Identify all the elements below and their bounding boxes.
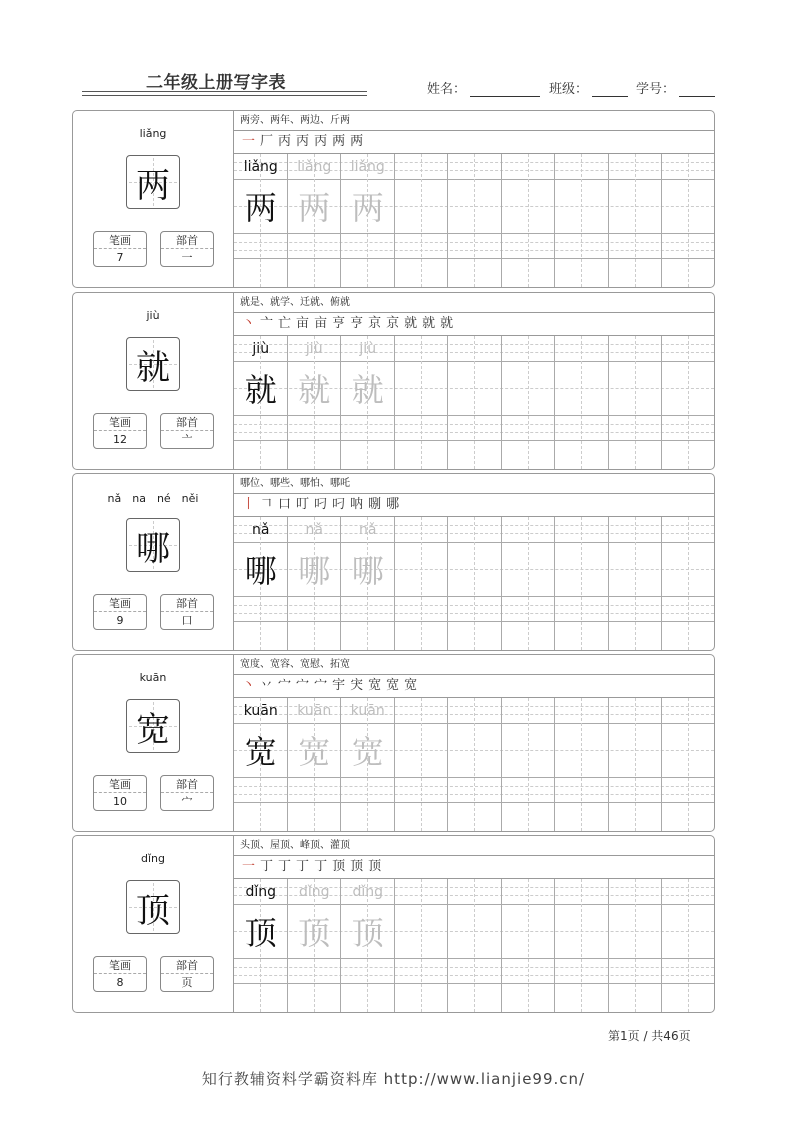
- stroke-step: 就: [404, 316, 419, 331]
- writing-grid[interactable]: [234, 154, 714, 287]
- character-panel: [73, 111, 233, 287]
- radical-value: 一: [181, 251, 193, 264]
- practice-panel: [233, 111, 714, 287]
- grid-column: [609, 698, 663, 831]
- practice-pinyin: jiù: [252, 341, 270, 357]
- stroke-step: 宽: [404, 678, 419, 693]
- grid-column: [502, 154, 556, 287]
- character-card: [72, 835, 715, 1013]
- stroke-count-value: 10: [113, 795, 127, 808]
- grid-column: [448, 154, 502, 287]
- pinyin: kuān: [139, 671, 167, 684]
- stroke-step: 一: [242, 134, 257, 149]
- radical-box: [160, 231, 214, 267]
- practice-panel: [233, 474, 714, 650]
- stroke-count-value: 9: [116, 614, 124, 627]
- grid-column: [662, 698, 715, 831]
- stroke-step: 宀: [296, 678, 311, 693]
- practice-character: 哪: [298, 552, 331, 590]
- stroke-step: 宊: [350, 678, 365, 693]
- practice-panel: [233, 836, 714, 1012]
- practice-pinyin: jiù: [305, 341, 323, 357]
- character: 顶: [136, 890, 170, 931]
- stroke-step: 丙: [296, 134, 311, 149]
- pinyin: jiù: [146, 309, 160, 322]
- stroke-count-value: 12: [113, 433, 127, 446]
- stroke-order: [234, 131, 714, 154]
- name-label: 姓名：: [427, 82, 467, 97]
- character-box: [126, 880, 180, 934]
- radical-label: 部首: [161, 414, 213, 431]
- grid-column: [448, 336, 502, 469]
- character: 两: [136, 165, 170, 206]
- stroke-step: 宀: [278, 678, 293, 693]
- grid-column: [609, 336, 663, 469]
- character-box: [126, 155, 180, 209]
- practice-pinyin: liǎng: [243, 159, 278, 175]
- grid-column: [448, 698, 502, 831]
- practice-pinyin: liǎng: [297, 159, 332, 175]
- stroke-step: 亨: [332, 316, 347, 331]
- character: 就: [136, 347, 170, 388]
- number-field[interactable]: [636, 78, 715, 97]
- grid-column: [448, 517, 502, 650]
- writing-grid[interactable]: [234, 517, 714, 650]
- stroke-step: 宽: [368, 678, 383, 693]
- number-label: 学号：: [636, 82, 676, 97]
- practice-pinyin: nǎ: [305, 522, 323, 538]
- radical-box: [160, 594, 214, 630]
- grid-column: [555, 879, 609, 1012]
- writing-grid[interactable]: [234, 698, 714, 831]
- practice-character: 两: [298, 189, 331, 227]
- grid-column: [395, 154, 449, 287]
- stroke-count-label: 笔画: [94, 957, 146, 974]
- character-panel: [73, 655, 233, 831]
- radical-box: [160, 956, 214, 992]
- practice-character: 就: [351, 371, 384, 409]
- grid-column: [502, 698, 556, 831]
- stroke-step: 丨: [242, 497, 257, 512]
- word-examples: 两旁、两年、两边、斤两: [234, 111, 714, 131]
- page-number: 第1页 / 共46页: [608, 1029, 691, 1043]
- grid-column: [555, 154, 609, 287]
- radical-value: 口: [181, 614, 193, 627]
- practice-pinyin: kuān: [350, 703, 385, 719]
- character-panel: [73, 836, 233, 1012]
- grid-column: [609, 517, 663, 650]
- practice-panel: [233, 655, 714, 831]
- stroke-step: 两: [350, 134, 365, 149]
- character-box: [126, 518, 180, 572]
- stroke-step: 宀: [314, 678, 329, 693]
- radical-label: 部首: [161, 232, 213, 249]
- character-panel: [73, 474, 233, 650]
- stroke-step: 亠: [260, 316, 275, 331]
- pinyin: nǎ na né něi: [107, 492, 199, 505]
- page-title: 二年级上册写字表: [146, 73, 286, 93]
- stroke-count-box: [93, 594, 147, 630]
- grid-column: [502, 879, 556, 1012]
- title-underline: [82, 91, 367, 92]
- stroke-step: 亩: [314, 316, 329, 331]
- stroke-count-value: 7: [116, 251, 124, 264]
- radical-value: 页: [181, 976, 193, 989]
- word-examples: 就是、就学、迁就、俯就: [234, 293, 714, 313]
- character: 哪: [136, 528, 170, 569]
- practice-pinyin: dǐng: [245, 884, 277, 900]
- practice-character: 宽: [244, 733, 277, 771]
- stroke-step: 呐: [350, 497, 365, 512]
- grid-column: [395, 698, 449, 831]
- stroke-step: 丁: [260, 859, 275, 874]
- stroke-step: 宇: [332, 678, 347, 693]
- stroke-count-box: [93, 956, 147, 992]
- character-card: [72, 473, 715, 651]
- stroke-order: [234, 856, 714, 879]
- radical-box: [160, 413, 214, 449]
- word-examples: 哪位、哪些、哪怕、哪吒: [234, 474, 714, 494]
- writing-grid[interactable]: [234, 336, 714, 469]
- stroke-step: 厂: [260, 134, 275, 149]
- radical-label: 部首: [161, 957, 213, 974]
- grid-column: [662, 336, 715, 469]
- practice-pinyin: kuān: [243, 703, 278, 719]
- practice-pinyin: nǎ: [252, 522, 270, 538]
- stroke-step: 亡: [278, 316, 293, 331]
- practice-pinyin: jiù: [359, 341, 377, 357]
- stroke-count-label: 笔画: [94, 414, 146, 431]
- stroke-step: 亩: [296, 316, 311, 331]
- grid-column: [448, 879, 502, 1012]
- practice-character: 哪: [351, 552, 384, 590]
- practice-character: 顶: [351, 914, 384, 952]
- practice-pinyin: dǐng: [352, 884, 384, 900]
- character-box: [126, 699, 180, 753]
- grid-column: [395, 517, 449, 650]
- stroke-step: 亨: [350, 316, 365, 331]
- radical-label: 部首: [161, 595, 213, 612]
- radical-box: [160, 775, 214, 811]
- stroke-step: 叼: [332, 497, 347, 512]
- grid-column: [555, 336, 609, 469]
- stroke-step: 丁: [296, 859, 311, 874]
- stroke-step: 𠃍: [260, 497, 275, 512]
- grid-column: [662, 517, 715, 650]
- grid-column: [609, 879, 663, 1012]
- grid-column: [555, 517, 609, 650]
- writing-grid[interactable]: [234, 879, 714, 1012]
- grid-column: [555, 698, 609, 831]
- practice-panel: [233, 293, 714, 469]
- stroke-count-label: 笔画: [94, 595, 146, 612]
- stroke-step: 就: [422, 316, 437, 331]
- name-field[interactable]: [427, 78, 540, 97]
- class-label: 班级：: [549, 82, 589, 97]
- radical-label: 部首: [161, 776, 213, 793]
- stroke-step: 京: [368, 316, 383, 331]
- practice-character: 顶: [298, 914, 331, 952]
- footer-text: 知行教辅资料学霸资料库 http://www.lianjie99.cn/: [201, 1070, 586, 1088]
- practice-character: 顶: [244, 914, 277, 952]
- stroke-step: 顶: [332, 859, 347, 874]
- practice-character: 宽: [298, 733, 331, 771]
- practice-character: 就: [244, 371, 277, 409]
- stroke-step: 丶: [242, 678, 257, 693]
- practice-character: 两: [244, 189, 277, 227]
- stroke-step: 丷: [260, 678, 275, 693]
- title-underline-second: [82, 95, 367, 96]
- radical-value: 宀: [181, 795, 193, 808]
- name-blank[interactable]: [470, 83, 540, 97]
- stroke-order: [234, 494, 714, 517]
- stroke-count-box: [93, 231, 147, 267]
- grid-column: [662, 154, 715, 287]
- stroke-step: 顶: [368, 859, 383, 874]
- stroke-step: 宽: [386, 678, 401, 693]
- pinyin: dǐng: [141, 852, 165, 865]
- stroke-step: 丶: [242, 316, 257, 331]
- stroke-step: 丁: [314, 859, 329, 874]
- stroke-order: [234, 675, 714, 698]
- grid-column: [662, 879, 715, 1012]
- practice-pinyin: kuān: [297, 703, 332, 719]
- stroke-step: 京: [386, 316, 401, 331]
- practice-character: 宽: [351, 733, 384, 771]
- character-box: [126, 337, 180, 391]
- stroke-count-box: [93, 775, 147, 811]
- stroke-step: 叼: [314, 497, 329, 512]
- stroke-step: 就: [440, 316, 455, 331]
- stroke-step: 丁: [278, 859, 293, 874]
- stroke-order: [234, 313, 714, 336]
- word-examples: 宽度、宽容、宽慰、拓宽: [234, 655, 714, 675]
- stroke-count-box: [93, 413, 147, 449]
- stroke-count-value: 8: [116, 976, 124, 989]
- stroke-step: 丙: [278, 134, 293, 149]
- practice-pinyin: liǎng: [350, 159, 385, 175]
- practice-pinyin: nǎ: [359, 522, 377, 538]
- grid-column: [502, 517, 556, 650]
- number-blank[interactable]: [679, 83, 715, 97]
- stroke-step: 叮: [296, 497, 311, 512]
- class-field[interactable]: [549, 78, 628, 97]
- character-card: [72, 292, 715, 470]
- practice-character: 就: [298, 371, 331, 409]
- class-blank[interactable]: [592, 83, 628, 97]
- stroke-step: 哵: [368, 497, 383, 512]
- grid-column: [502, 336, 556, 469]
- word-examples: 头顶、屋顶、峰顶、灌顶: [234, 836, 714, 856]
- practice-pinyin: dǐng: [298, 884, 330, 900]
- practice-character: 哪: [244, 552, 277, 590]
- stroke-step: 两: [332, 134, 347, 149]
- stroke-step: 顶: [350, 859, 365, 874]
- pinyin: liǎng: [139, 127, 167, 140]
- stroke-count-label: 笔画: [94, 232, 146, 249]
- character-card: [72, 110, 715, 288]
- character: 宽: [136, 709, 170, 750]
- stroke-count-label: 笔画: [94, 776, 146, 793]
- stroke-step: 口: [278, 497, 293, 512]
- grid-column: [395, 336, 449, 469]
- character-panel: [73, 293, 233, 469]
- practice-character: 两: [351, 189, 384, 227]
- radical-value: 亠: [181, 433, 193, 446]
- stroke-step: 丙: [314, 134, 329, 149]
- stroke-step: 一: [242, 859, 257, 874]
- stroke-step: 哪: [386, 497, 401, 512]
- grid-column: [395, 879, 449, 1012]
- character-card: [72, 654, 715, 832]
- grid-column: [609, 154, 663, 287]
